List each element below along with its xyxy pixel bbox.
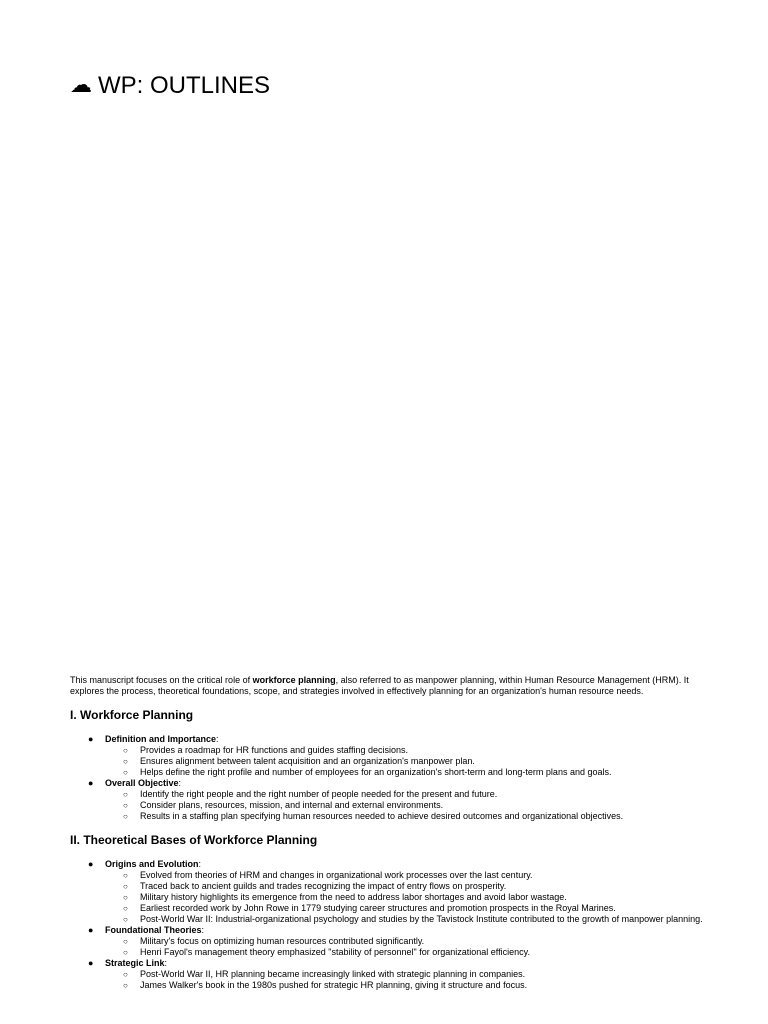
intro-text-after: , also referred to as manpower planning, within Human Resource Management (HRM). It explores the process, theoretical foundations, scope, and strategies involved in effectively planning for an organization's human resource needs. [70, 675, 689, 696]
bullet-icon: ● [88, 958, 94, 968]
hollow-bullet-icon: ○ [123, 915, 128, 924]
sub-list-item-text: Traced back to ancient guilds and trades recognizing the impact of entry flows on prosperity. [140, 881, 507, 891]
list-item-label: Definition and Importance [105, 734, 217, 744]
list-item: ● Foundational Theories: ○ Military's focus on optimizing human resources contributed significantly. ○ Henri Fayol's management theory emphasized "stability of personnel" for organizational efficiency. [70, 925, 710, 958]
section-list [70, 859, 710, 991]
section-list [70, 734, 710, 822]
document-title [70, 70, 270, 102]
list-item-label: Strategic Link [105, 958, 165, 968]
hollow-bullet-icon: ○ [123, 937, 128, 946]
sub-list-item [105, 936, 710, 947]
sub-list-item [105, 903, 710, 914]
sub-list-item [105, 745, 710, 756]
intro-text-before: This manuscript focuses on the critical role of [70, 675, 253, 685]
hollow-bullet-icon: ○ [123, 893, 128, 902]
sub-list-item-text: Military history highlights its emergence from the need to address labor shortages and avoid labor wastage. [140, 892, 567, 902]
sub-list-item [105, 980, 710, 991]
hollow-bullet-icon: ○ [123, 746, 128, 755]
sub-list-item-text: Consider plans, resources, mission, and internal and external environments. [140, 800, 444, 810]
sub-list-item-text: Henri Fayol's management theory emphasized "stability of personnel" for organizational efficiency. [140, 947, 530, 957]
list-item-label: Overall Objective [105, 778, 179, 788]
hollow-bullet-icon: ○ [123, 801, 128, 810]
list-item: ● Origins and Evolution: ○ Evolved from theories of HRM and changes in organizational work processes over the last century. ○ Traced back to ancient guilds and trades recognizing the impact of entry flows on prosperity. ○ Military history highlights its emergence from the need to address labor shortages and avoid labor wastage. ○ Earliest recorded work by John Rowe in 1779 studying career structures and promotion prospects in the Royal Marines. ○ Post-World War II: Industrial-organizational psychology and studies by the Tavistock Institute contributed to the growth of manpower planning. [70, 859, 710, 925]
sub-list-item [105, 789, 710, 800]
bullet-icon: ● [88, 859, 94, 869]
list-item: ● Definition and Importance: ○ Provides a roadmap for HR functions and guides staffing decisions. ○ Ensures alignment between talent acquisition and an organization's manpower plan. ○ Helps define the right profile and number of employees for an organization's short-term and long-term plans and goals. [70, 734, 710, 778]
sub-list-item [105, 969, 710, 980]
sub-list-item-text: Post-World War II, HR planning became increasingly linked with strategic planning in companies. [140, 969, 526, 979]
sub-list-item [105, 767, 710, 778]
sub-list-item [105, 914, 710, 925]
hollow-bullet-icon: ○ [123, 882, 128, 891]
sub-list [105, 789, 710, 822]
sub-list-item [105, 811, 710, 822]
sections [70, 707, 710, 991]
sub-list [105, 870, 710, 925]
hollow-bullet-icon: ○ [123, 981, 128, 990]
sub-list-item [105, 947, 710, 958]
hollow-bullet-icon: ○ [123, 790, 128, 799]
sub-list-item [105, 800, 710, 811]
intro-text-bold: workforce planning [252, 675, 336, 685]
bullet-icon: ● [88, 734, 94, 744]
cloud-icon: ☁ [70, 73, 92, 98]
document-body [70, 675, 710, 991]
sub-list-item-text: Identify the right people and the right number of people needed for the present and future. [140, 789, 498, 799]
section-heading: I. Workforce Planning [70, 708, 194, 722]
sub-list-item [105, 756, 710, 767]
list-item-label: Origins and Evolution [105, 859, 199, 869]
sub-list-item-text: Military's focus on optimizing human resources contributed significantly. [140, 936, 425, 946]
sub-list-item-text: James Walker's book in the 1980s pushed for strategic HR planning, giving it structure and focus. [140, 980, 528, 990]
sub-list-item-text: Earliest recorded work by John Rowe in 1779 studying career structures and promotion prospects in the Royal Marines. [140, 903, 616, 913]
sub-list-item-text: Ensures alignment between talent acquisition and an organization's manpower plan. [140, 756, 475, 766]
sub-list-item-text: Post-World War II: Industrial-organizational psychology and studies by the Tavistock Institute contributed to the growth of manpower planning. [140, 914, 703, 924]
hollow-bullet-icon: ○ [123, 871, 128, 880]
sub-list-item [105, 892, 710, 903]
document-title-text: WP: OUTLINES [98, 72, 271, 99]
list-item: ● Overall Objective: ○ Identify the right people and the right number of people needed for the present and future. ○ Consider plans, resources, mission, and internal and external environments. ○ Results in a staffing plan specifying human resources needed to achieve desired outcomes and organizational objectives. [70, 778, 710, 822]
sub-list [105, 936, 710, 958]
hollow-bullet-icon: ○ [123, 812, 128, 821]
hollow-bullet-icon: ○ [123, 768, 128, 777]
hollow-bullet-icon: ○ [123, 948, 128, 957]
sub-list [105, 969, 710, 991]
intro-paragraph [70, 675, 710, 697]
list-item: ● Strategic Link: ○ Post-World War II, HR planning became increasingly linked with strategic planning in companies. ○ James Walker's book in the 1980s pushed for strategic HR planning, giving it structure and focus. [70, 958, 710, 991]
hollow-bullet-icon: ○ [123, 757, 128, 766]
sub-list-item-text: Helps define the right profile and number of employees for an organization's short-term and long-term plans and goals. [140, 767, 612, 777]
sub-list-item-text: Evolved from theories of HRM and changes in organizational work processes over the last century. [140, 870, 533, 880]
hollow-bullet-icon: ○ [123, 904, 128, 913]
sub-list-item-text: Provides a roadmap for HR functions and guides staffing decisions. [140, 745, 408, 755]
section-heading: II. Theoretical Bases of Workforce Planning [70, 833, 318, 847]
sub-list-item [105, 870, 710, 881]
sub-list-item-text: Results in a staffing plan specifying human resources needed to achieve desired outcomes and organizational objectives. [140, 811, 624, 821]
hollow-bullet-icon: ○ [123, 970, 128, 979]
bullet-icon: ● [88, 778, 94, 788]
sub-list [105, 745, 710, 778]
list-item-label: Foundational Theories [105, 925, 202, 935]
sub-list-item [105, 881, 710, 892]
bullet-icon: ● [88, 925, 94, 935]
